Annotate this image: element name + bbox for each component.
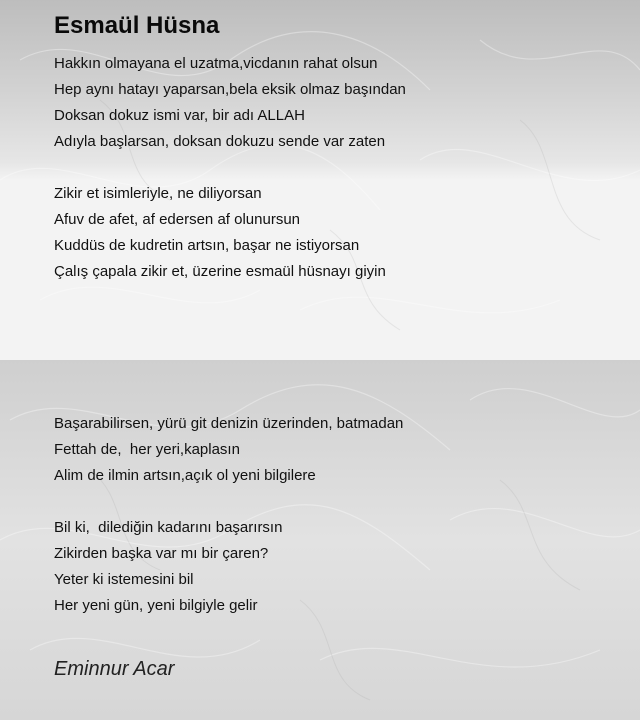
- poem-line: Zikirden başka var mı bir çaren?: [54, 545, 269, 562]
- poem-line: Kuddüs de kudretin artsın, başar ne istiyorsan: [54, 237, 360, 254]
- poem-title: Esmaül Hüsna: [54, 12, 220, 39]
- poem-line: Başarabilirsen, yürü git denizin üzerinden, batmadan: [54, 415, 404, 432]
- poem-line: Doksan dokuz ismi var, bir adı ALLAH: [54, 107, 305, 124]
- poem-line: Hep aynı hatayı yaparsan,bela eksik olmaz başından: [54, 81, 406, 98]
- poem-line: Adıyla başlarsan, doksan dokuzu sende var zaten: [54, 133, 386, 150]
- poem-line: Alim de ilmin artsın,açık ol yeni bilgilere: [54, 467, 316, 484]
- poem-line: Bil ki, dilediğin kadarını başarırsın: [54, 519, 283, 536]
- author-name: Eminnur Acar: [54, 658, 175, 680]
- poem-line: Fettah de, her yeri,kaplasın: [54, 441, 240, 458]
- poem-line: Hakkın olmayana el uzatma,vicdanın rahat olsun: [54, 55, 378, 72]
- stanza-1: [54, 51, 406, 155]
- stanza-2: [54, 181, 386, 285]
- poem-line: Zikir et isimleriyle, ne diliyorsan: [54, 185, 262, 202]
- stanza-4: [54, 515, 282, 619]
- poem-line: Çalış çapala zikir et, üzerine esmaül hüsnayı giyin: [54, 263, 386, 280]
- stanza-3: [54, 411, 403, 489]
- poem-line: Yeter ki istemesini bil: [54, 571, 194, 588]
- poem-line: Her yeni gün, yeni bilgiyle gelir: [54, 597, 258, 614]
- poem-line: Afuv de afet, af edersen af olunursun: [54, 211, 300, 228]
